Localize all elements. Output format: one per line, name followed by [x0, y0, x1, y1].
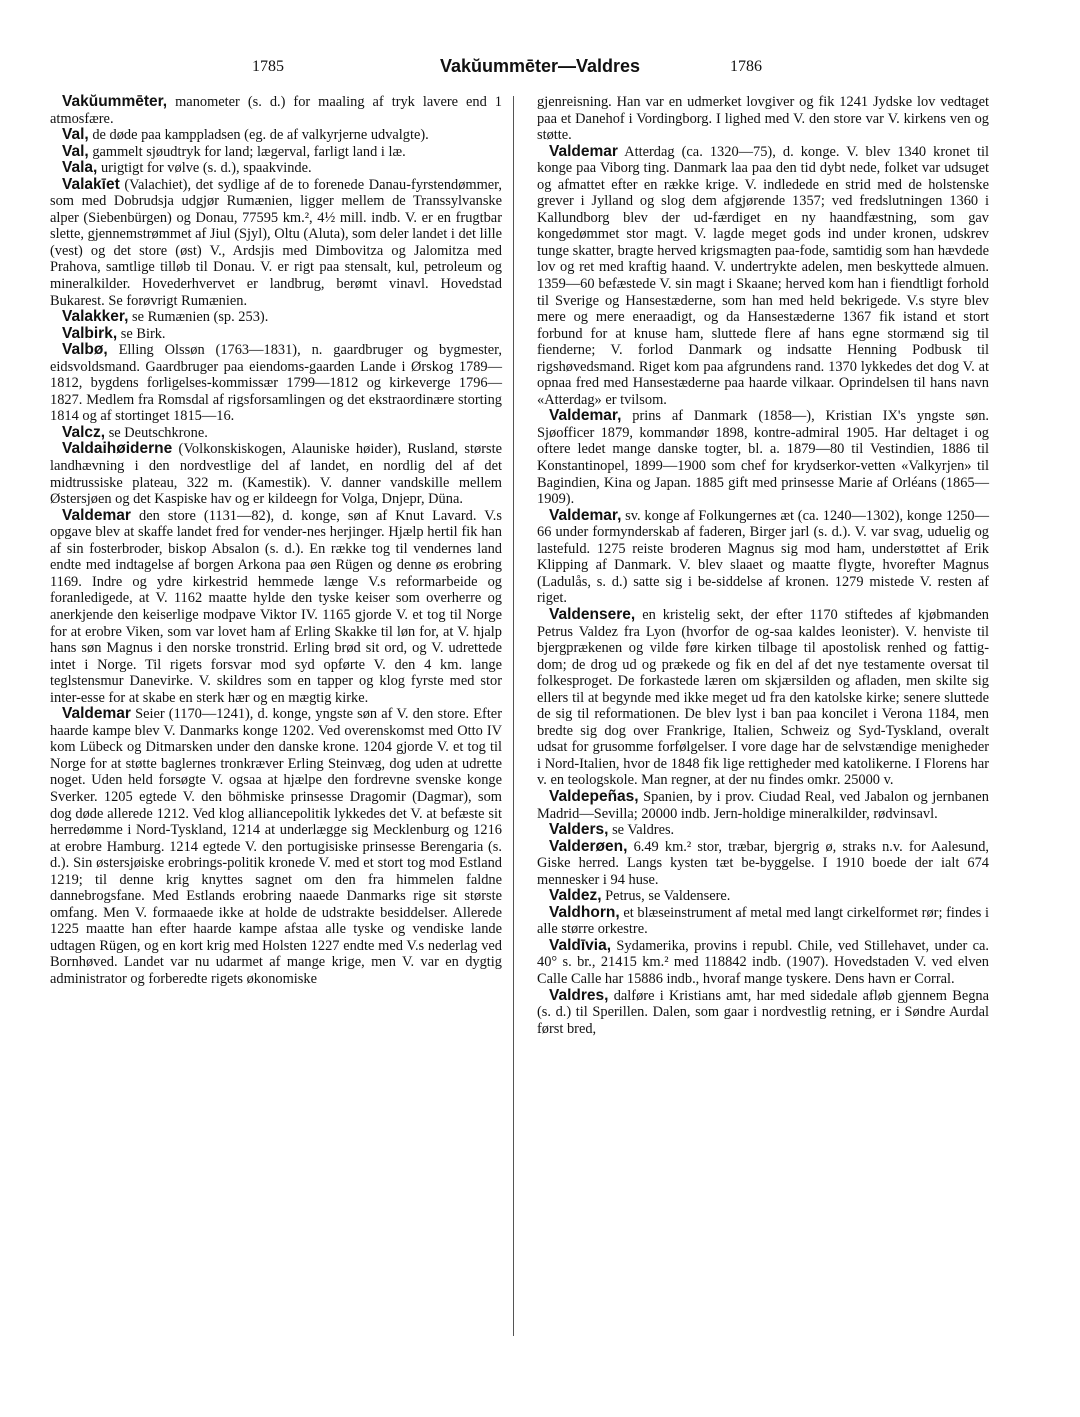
column-divider [513, 96, 514, 1336]
running-title: Vakŭummēter—Valdres [439, 56, 641, 76]
entry-text: et blæseinstrument af metal med langt cirkelformet rør; findes i alle større orkestre. [537, 904, 989, 938]
entry-headword: Valdemar, [549, 407, 622, 425]
entry-text: se Rumænien (sp. 253). [131, 309, 269, 326]
entry-headword: Vala, [62, 159, 98, 177]
entry-headword: Valdīvia, [549, 936, 612, 954]
dictionary-entry [50, 441, 502, 507]
entry-headword: Valdepeñas, [549, 787, 639, 805]
dictionary-entry [537, 888, 989, 905]
dictionary-entry [537, 144, 989, 409]
entry-headword: Valdhorn, [549, 903, 620, 921]
page-number-right: 1786 [730, 58, 762, 75]
entry-headword: Val, [62, 126, 89, 144]
entry-headword: Valdaihøiderne [62, 440, 173, 458]
entry-text: den store (1131—82), d. konge, søn af Knut Lavard. V.s opgave blev at skaffe landet fred for vender-nes herjinger. Hjælp hertil fik han af sin fosterbroder, biskop Absalon (s. d.). En række tog til vendernes land endte med indtagelse af borgen Arkona paa øen Rügen og denne øs erobring 1169. Indre og ydre kirkestrid hemmede længe V.s reformarbeide og foranledigede, at V. 1162 maatte hylde den tyske keiser som overherre og anerkjende den keiserlige modpave Viktor IV. 1165 gjorde V. et tog til Norge for at erobre Viken, som var lovet ham af Erling Skakke til løn for, at V. hjalp hans søn Magnus i den norske tronstrid. Erling brød sit ord, og V. udrettede intet i Norge. Til rigets forsvar mod syd opførte V. den 4 km. lange teglstensmur Danevirke. V. skildres som en tapper og klog fyrste med stor inter-esse for at skabe en sterk hær og en mægtig kirke. [50, 507, 502, 706]
entry-headword: Valdemar, [549, 506, 622, 524]
entry-headword: Valderøen, [549, 837, 628, 855]
entry-headword: Valbø, [62, 341, 108, 359]
dictionary-entry [50, 144, 502, 161]
dictionary-entry [50, 177, 502, 309]
dictionary-entry [50, 706, 502, 987]
dictionary-entry [537, 938, 989, 988]
entry-text: de døde paa kamppladsen (eg. de af valkyrjerne udvalgte). [92, 127, 429, 144]
entry-headword: Valdemar [549, 142, 618, 160]
entry-text: Petrus, se Valdensere. [605, 888, 731, 905]
dictionary-entry [537, 94, 989, 144]
entry-text: 6.49 km.² stor, træbar, bjergrig ø, straks n.v. for Aalesund, Giske herred. Langs kysten tæt be-byggelse. I 1910 boede der ialt 674 mennesker i 94 huse. [537, 838, 989, 888]
entry-text: Seier (1170—1241), d. konge, yngste søn af V. den store. Efter haarde kampe blev V. Danmarks konge 1202. Ved overenskomst med Otto IV kom Lübeck og Ditmarsken under den danske krone. 1204 gjorde V. et tog til Norge for at støtte baglernes tronkræver Erling Steinvæg, dog uden at udrette noget. Uden held forsøgte V. ogsaa at hjælpe den fordrevne svenske konge Sverker. 1205 egtede V. den böhmiske prinsesse Dragomir (Dagmar), som dog døde allerede 1212. Ved klog alliancepolitik lykkedes det V. at befæste sit herredømme i Nord-Tyskland, 1214 at underlægge sig Mecklenburg og 1216 at erobre Hamburg. 1214 egtede V. den portugisiske prinsesse Berengaria (s. d.). Sin østersjøiske erobrings-politik kronede V. med et stort tog mod Estland 1219; til denne krig knyttes sagnet om den fra himmelen faldne dannebrogsfane. Med Estlands erobring naaede Danmarks rige sit største omfang. Men V. formaaede ikke at holde de udstrakte besiddelser. Allerede 1225 maatte han efter haarde kampe afstaa alle tyske og vendiske lande udtagen Rügen, og en kort krig med Holsten 1227 endte med V.s nederlag ved Bornhøved. Landet var nu udarmet af mange krige, men V. var en dygtig administrator og forberedte rigets økonomiske [50, 706, 502, 987]
dictionary-entry [50, 127, 502, 144]
entry-text: gjenreisning. Han var en udmerket lovgiver og fik 1241 Jydske lov vedtaget paa et Danehof i Vordingborg. I lighed med V. den store var V. kirkens ven og støtte. [537, 94, 989, 144]
entry-headword: Val, [62, 142, 89, 160]
dictionary-entry [537, 988, 989, 1038]
entry-text: dalføre i Kristians amt, har med sidedale afløb gjennem Begna (s. d.) til Sperillen. Dalen, som gaar i nordvestlig retning, er i Søndre Aurdal først bred, [537, 987, 989, 1037]
dictionary-entry [50, 309, 502, 326]
dictionary-entry [537, 408, 989, 507]
entry-headword: Valdez, [549, 887, 602, 905]
entry-text: Atterdag (ca. 1320—75), d. konge. V. blev 1340 kronet til konge paa Viborg ting. Danmark laa paa den tid dybt nede, folket var udsuget og afmattet efter en række krige. V. indledede en strid med de holstenske grever i Jylland og slog dem afgjørende 1357; ved fredslutningen 1360 i Kallundborg blev der ud-færdiget en ny haandfæstning, som gav kongedømmet stor magt. V. lagde meget gods ind under kronen, udskrev tunge skatter, bragte herved krigsmagten paa-fode, samtidig som han hævdede lov og ret med kraftig haand. V. undertrykte adelen, men beskyttede almuen. 1359—60 befæstede V. sin magt i Skaane; herved kom han i fiendtligt forhold til Sverige og Hansestæderne, som han med held bekrigede. V.s styre blev mere og mere eneraadigt, og da Hansestæderne 1367 fik istand et stort forbund for at knuse ham, sluttede flere af hans egne stormænd sig til fienderne; V. forlod Danmark og indsatte Henning Podbusk til rigshøvedsmand. Riget kom paa afgrundens rand. 1370 lykkedes det dog V. at opnaa fred med Hansestæderne paa haarde vilkaar. Oprindelsen til hans navn «Atterdag» er tvilsom. [537, 143, 989, 408]
entry-text: Sydamerika, provins i republ. Chile, ved Stillehavet, under ca. 40° s. br., 21415 km.² med 118842 indb. (1907). Hovedstaden V. ved elven Calle Calle har 15886 indb., hvoraf mange tyskere. Dens havn er Corral. [537, 937, 989, 987]
entry-text: se Birk. [120, 325, 166, 342]
entry-text: Spanien, by i prov. Ciudad Real, ved Jabalon og jernbanen Madrid—Sevilla; 20000 indb. Jern-holdige mineralkilder, rødvinsavl. [537, 788, 989, 822]
dictionary-entry [537, 607, 989, 789]
entry-text: en kristelig sekt, der efter 1170 stiftedes af kjøbmanden Petrus Valdez fra Lyon (hvorfor de og-saa kaldes leonister). V. henviste til bjergprækenen og vilde føre kirken tilbage til apostolisk renhed og fattig-dom; de drog ud og prækede og fik en del af det nye testamente oversat til folkesproget. De forkastede læren om skjærsilden og afladen, men skilte sig ellers til at begynde med ikke meget ud fra den katolske kirke; senere sluttede de sig til reformationen. De blev lyst i ban paa koncilet i Verona 1184, men bredte sig dog over Frankrige, Italien, Schweiz og Syd-Tyskland, overalt udsat for grusomme forfølgelser. I vore dage har de selvstændige menigheder i Nord-Italien, hvor de 1848 fik lige rettigheder med katolikerne. I Florens har v. en teologskole. Man regner, at der nu findes omkr. 25000 v. [537, 606, 989, 789]
entry-text: se Deutschkrone. [108, 424, 208, 441]
page-header [0, 58, 1080, 82]
dictionary-entry [50, 342, 502, 425]
dictionary-entry [50, 326, 502, 343]
entry-text: manometer (s. d.) for maaling af tryk lavere end 1 atmosfære. [50, 94, 502, 127]
dictionary-entry [537, 789, 989, 822]
entry-text: (Volkonskiskogen, Alauniske høider), Rusland, største landhævning i den nordvestlige del af landet, en nordlig del af det midtrussiske plateau, 322 m. (Kamestik). V. danner vandskille mellem Østersjøen og det Kaspiske hav og er kildeegn for Volga, Dnjepr, Düna. [50, 441, 502, 508]
dictionary-entry [50, 160, 502, 177]
entry-text: se Valdres. [612, 822, 675, 839]
dictionary-entry [537, 905, 989, 938]
entry-headword: Valdemar [62, 506, 131, 524]
left-column [50, 94, 502, 988]
dictionary-entry [537, 822, 989, 839]
entry-headword: Valakker, [62, 308, 129, 326]
dictionary-entry [537, 508, 989, 607]
dictionary-entry [50, 94, 502, 127]
entry-text: sv. konge af Folkungernes æt (ca. 1240—1302), konge 1250—66 under formynderskab af faderen, Birger jarl (s. d.). V. var svag, uduelig og lastefuld. 1275 reiste broderen Magnus sig mod ham, understøttet af Erik Klipping af Danmark. V. blev slaaet og maatte flygte, hvorefter Magnus (Ladulås, s. d.) satte sig i be-siddelse af kronen. 1279 mistede V. resten af riget. [537, 507, 989, 607]
entry-text: Elling Olssøn (1763—1831), n. gaardbruger og bygmester, eidsvoldsmand. Gaardbruger paa eiendoms-gaarden Lande i Ørskog 1789—1812, bygdens forligelses-kommissær 1799—1812 og kirkeverge 1796—1827. Medlem fra Romsdal af rigsforsamlingen og det ekstraordinære storting 1814 og af stortinget 1815—16. [50, 342, 502, 425]
entry-headword: Valdres, [549, 986, 609, 1004]
entry-headword: Valakīet [62, 175, 120, 193]
entry-text: prins af Danmark (1858—), Kristian IX's yngste søn. Sjøofficer 1879, kommandør 1898, kontre-admiral 1905. Har deltaget i og oftere ledet mange danske togter, bl. a. 1879—80 til Vestindien, 1886 til Konstantinopel, 1899—1900 som chef for krydserkor-vetten «Valkyrjen» til Bagindien, Kina og Japan. 1885 gift med prinsesse Marie af Orléans (1865—1909). [537, 408, 989, 508]
page-number-left: 1785 [252, 58, 284, 75]
entry-headword: Valcz, [62, 423, 106, 441]
dictionary-entry [537, 839, 989, 889]
entry-text: gammelt sjøudtryk for land; lægerval, farligt land i læ. [92, 143, 406, 160]
entry-headword: Valdensere, [549, 605, 636, 623]
entry-text: (Valachiet), det sydlige af de to forenede Danau-fyrstendømmer, som med Dobrudsja udgjør Rumænien, ligger mellem de Transsylvanske alper (Siebenbürgen) og Donau, 77595 km.², 4½ mill. indb. V. er en frugtbar slette, gjennemstrømmet af Jiul (Sjyl), Oltu (Aluta), som deler landet i det lille (vest) og det store (øst) V., Ardsjis med Dimbovitza og Jalomitza med Prahova, samtlige tilløb til Donau. V. er rigt paa stensalt, kul, petroleum og mineralkilder. Hovederhvervet er landbrug, berømt vinavl. Hovedstad Bukarest. Se forøvrigt Rumænien. [50, 176, 503, 309]
entry-headword: Valdemar [62, 705, 131, 723]
right-column [537, 94, 989, 1037]
entry-headword: Vakŭummēter, [62, 93, 168, 110]
entry-headword: Valbirk, [62, 324, 118, 342]
dictionary-entry [50, 425, 502, 442]
dictionary-entry [50, 508, 502, 707]
entry-text: urigtigt for vølve (s. d.), spaakvinde. [100, 160, 312, 177]
entry-headword: Valders, [549, 821, 609, 839]
